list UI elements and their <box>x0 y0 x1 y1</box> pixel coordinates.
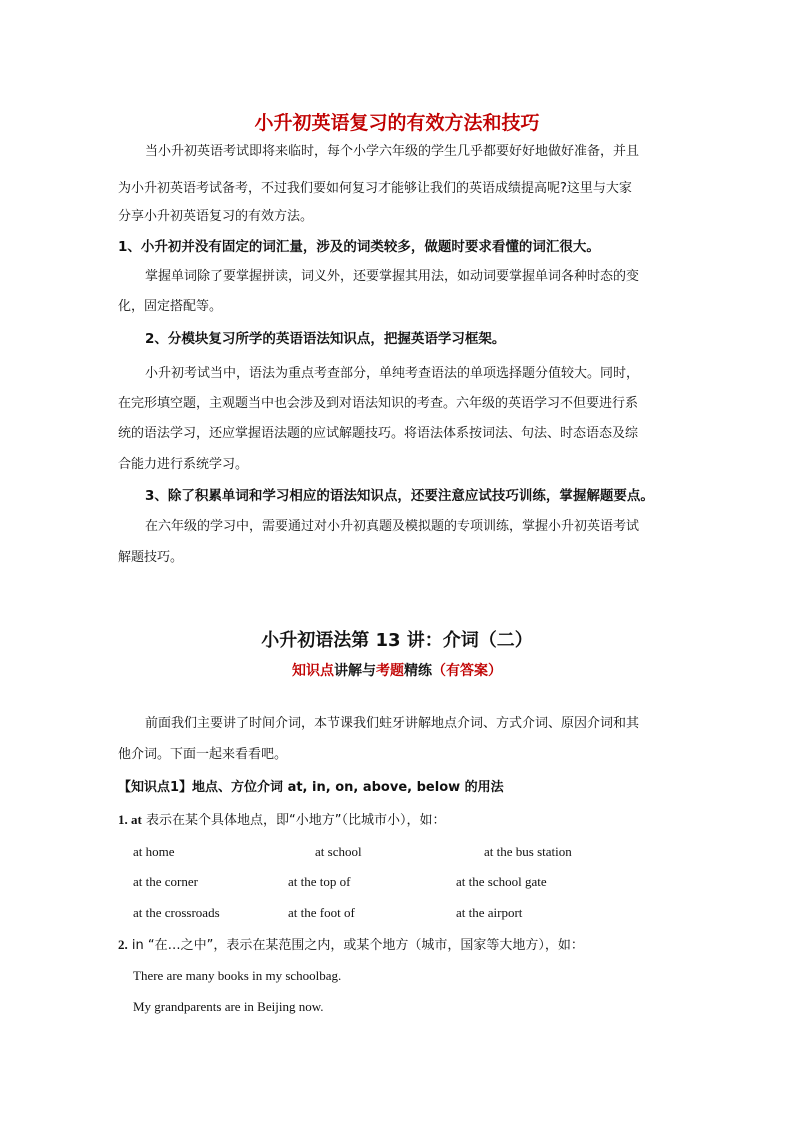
section2-title: 小升初语法第 13 讲：介词（二） <box>261 630 533 651</box>
example-cell: at the foot of <box>288 905 355 920</box>
in-usage-line <box>118 936 584 955</box>
example-cell: at the bus station <box>484 844 572 859</box>
section2-intro-line2: 他介词。下面一起来看看吧。 <box>118 747 288 762</box>
example-cell: at the crossroads <box>133 905 220 920</box>
subtitle-part-c: 考题 <box>376 663 404 679</box>
heading-point-3: 3、除了积累单词和学习相应的语法知识点，还要注意应试技巧训练，掌握解题要点。 <box>145 488 654 504</box>
subtitle-part-a: 知识点 <box>292 663 334 679</box>
in-example-sentence: There are many books in my schoolbag. <box>133 968 342 983</box>
point2-line3: 统的语法学习，还应掌握语法题的应试解题技巧。将语法体系按词法、句法、时态语态及综 <box>118 426 639 441</box>
subtitle-part-d: 精练 <box>404 663 432 679</box>
example-cell: at the corner <box>133 874 198 889</box>
point2-line2: 在完形填空题，主观题当中也会涉及到对语法知识的考查。六年级的英语学习不但要进行系 <box>118 396 639 411</box>
at-usage-number: 1. at <box>118 812 142 827</box>
example-cell: at school <box>315 844 362 859</box>
knowledge-point-1-heading: 【知识点1】地点、方位介词 at, in, on, above, below 的用法 <box>118 780 504 795</box>
subtitle-part-b: 讲解与 <box>334 663 376 679</box>
at-usage-line <box>118 811 445 830</box>
section2-intro-line1: 前面我们主要讲了时间介词，本节课我们蛀牙讲解地点介词、方式介词、原因介词和其 <box>145 716 640 731</box>
in-example-sentence: My grandparents are in Beijing now. <box>133 999 324 1014</box>
subtitle-part-e: （有答案） <box>432 663 502 679</box>
example-cell: at the school gate <box>456 874 547 889</box>
point1-line1: 掌握单词除了要掌握拼读，词义外，还要掌握其用法，如动词要掌握单词各种时态的变 <box>145 269 640 284</box>
in-usage-description: in “在…之中”，表示在某范围之内，或某个地方（城市，国家等大地方），如： <box>127 938 584 953</box>
example-cell: at the top of <box>288 874 351 889</box>
point2-line4: 合能力进行系统学习。 <box>118 457 249 472</box>
at-usage-description: 表示在某个具体地点，即“小地方”（比城市小），如： <box>145 813 446 828</box>
example-cell: at home <box>133 844 175 859</box>
section1-intro-line3: 分享小升初英语复习的有效方法。 <box>118 209 314 224</box>
section1-intro-line1: 当小升初英语考试即将来临时，每个小学六年级的学生几乎都要好好地做好准备，并且 <box>145 144 640 159</box>
point3-line1: 在六年级的学习中，需要通过对小升初真题及模拟题的专项训练，掌握小升初英语考试 <box>145 519 640 534</box>
point3-line2: 解题技巧。 <box>118 550 184 565</box>
section1-intro-line2: 为小升初英语考试备考，不过我们要如何复习才能够让我们的英语成绩提高呢?这里与大家 <box>118 181 632 196</box>
heading-point-1: 1、小升初并没有固定的词汇量，涉及的词类较多，做题时要求看懂的词汇很大。 <box>118 239 600 255</box>
example-cell: at the airport <box>456 905 523 920</box>
in-usage-number: 2. <box>118 937 128 952</box>
point2-line1: 小升初考试当中，语法为重点考查部分，单纯考查语法的单项选择题分值较大。同时， <box>145 366 640 381</box>
point1-line2: 化，固定搭配等。 <box>118 299 223 314</box>
heading-point-2: 2、分模块复习所学的英语语法知识点，把握英语学习框架。 <box>145 331 506 347</box>
section2-subtitle <box>0 660 794 680</box>
section1-title: 小升初英语复习的有效方法和技巧 <box>254 112 540 134</box>
